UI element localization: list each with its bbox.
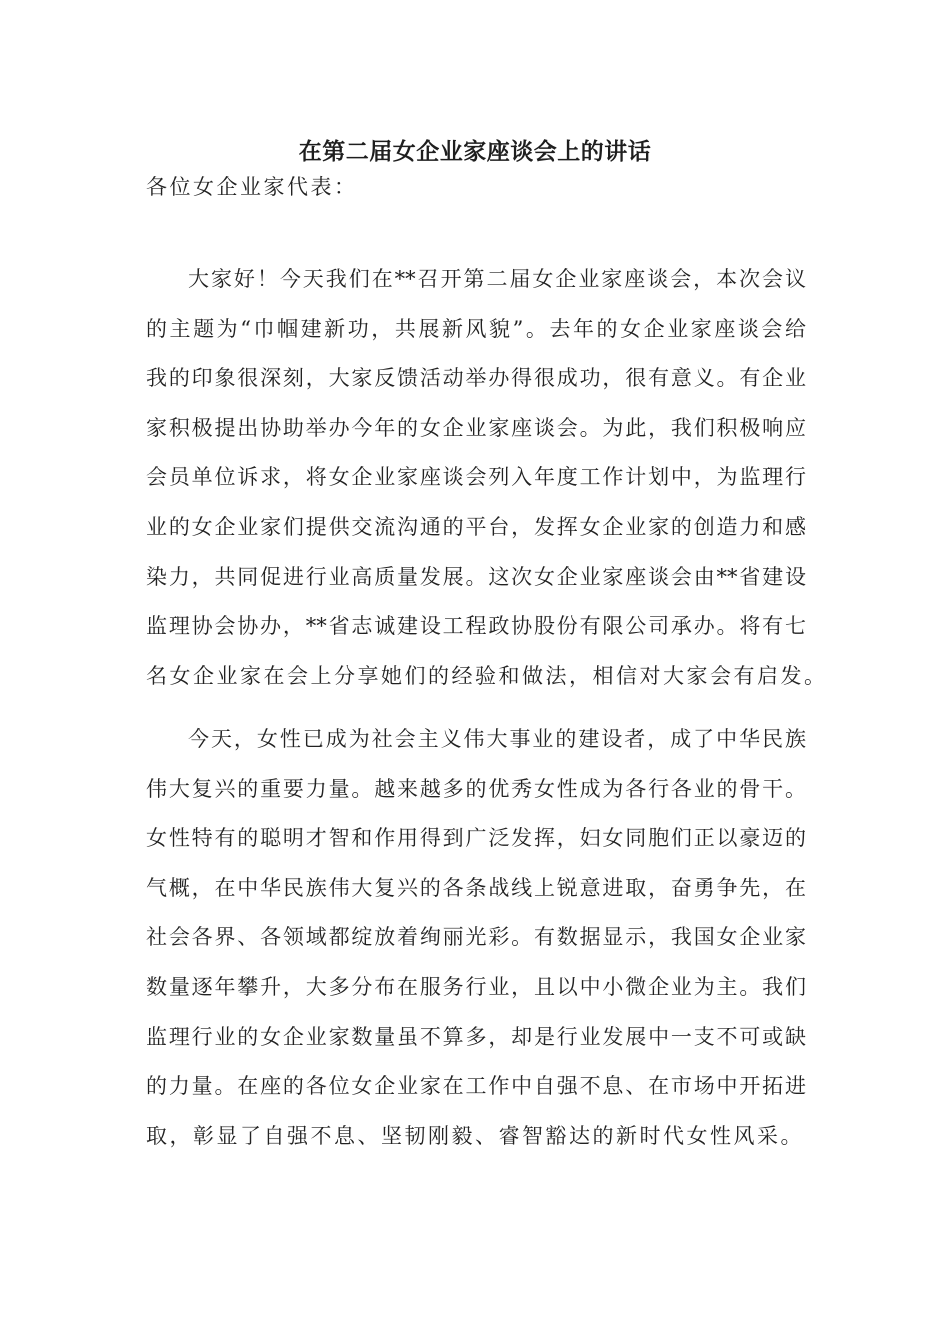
salutation: 各位女企业家代表： <box>146 175 358 199</box>
paragraph-line: 的主题为“巾帼建新功，共展新风貌”。去年的女企业家座谈会给 <box>146 316 806 341</box>
paragraph-line: 会员单位诉求，将女企业家座谈会列入年度工作计划中，为监理行 <box>146 465 806 490</box>
paragraph-line: 大家好！今天我们在**召开第二届女企业家座谈会，本次会议 <box>188 267 806 291</box>
paragraph-line: 数量逐年攀升，大多分布在服务行业，且以中小微企业为主。我们 <box>146 974 806 999</box>
paragraph-line: 监理协会协办，**省志诚建设工程政协股份有限公司承办。将有七 <box>146 614 806 639</box>
paragraph-line: 家积极提出协助举办今年的女企业家座谈会。为此，我们积极响应 <box>146 415 806 440</box>
paragraph-line: 今天，女性已成为社会主义伟大事业的建设者，成了中华民族 <box>188 727 806 751</box>
paragraph-line: 的力量。在座的各位女企业家在工作中自强不息、在市场中开拓进 <box>146 1074 806 1099</box>
paragraph-line: 气概，在中华民族伟大复兴的各条战线上锐意进取，奋勇争先，在 <box>146 875 806 900</box>
paragraph-line: 我的印象很深刻，大家反馈活动举办得很成功，很有意义。有企业 <box>146 366 806 391</box>
paragraph-line: 女性特有的聪明才智和作用得到广泛发挥，妇女同胞们正以豪迈的 <box>146 826 806 851</box>
document-title: 在第二届女企业家座谈会上的讲话 <box>298 138 652 165</box>
paragraph-line: 名女企业家在会上分享她们的经验和做法，相信对大家会有启发。 <box>146 663 828 688</box>
paragraph-1 <box>146 255 828 701</box>
paragraph-2 <box>146 715 806 1161</box>
paragraph-line: 染力，共同促进行业高质量发展。这次女企业家座谈会由**省建设 <box>146 564 806 589</box>
paragraph-line: 伟大复兴的重要力量。越来越多的优秀女性成为各行各业的骨干。 <box>146 776 806 801</box>
paragraph-line: 监理行业的女企业家数量虽不算多，却是行业发展中一支不可或缺 <box>146 1024 806 1049</box>
paragraph-line: 业的女企业家们提供交流沟通的平台，发挥女企业家的创造力和感 <box>146 514 806 539</box>
paragraph-line: 取，彰显了自强不息、坚韧刚毅、睿智豁达的新时代女性风采。 <box>146 1123 804 1148</box>
paragraph-line: 社会各界、各领域都绽放着绚丽光彩。有数据显示，我国女企业家 <box>146 925 806 950</box>
